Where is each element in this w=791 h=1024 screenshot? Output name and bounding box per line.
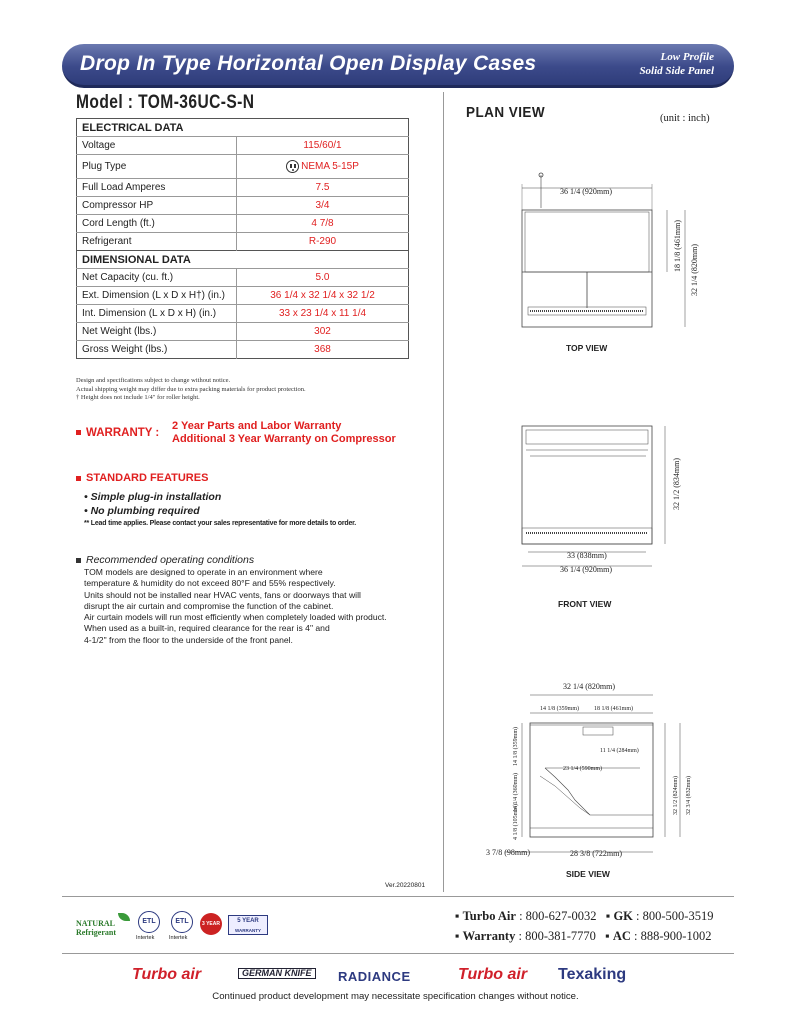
spec-value: 33 x 23 1/4 x 11 1/4	[237, 305, 409, 323]
recommended-title-text: Recommended operating conditions	[86, 554, 255, 566]
warranty-line: 2 Year Parts and Labor Warranty	[172, 420, 342, 432]
text-line: 4-1/2" from the floor to the underside of the front panel.	[84, 634, 293, 645]
dim-side-a: 14 1/8 (359mm)	[540, 706, 579, 712]
natural-refrigerant-logo	[76, 919, 131, 937]
intertek-label-2: Intertek	[169, 935, 188, 941]
top-view-label: TOP VIEW	[566, 343, 608, 353]
note-line: Design and specifications subject to change without notice.	[76, 377, 231, 384]
spec-value: 4 7/8	[237, 215, 409, 233]
dim-side-h1: 32 1/2 (824mm)	[673, 776, 679, 815]
text-line: Units should not be installed near HVAC vents, fans or doorways that will	[84, 589, 361, 600]
text-line: Air curtain models will run most efficiently when completely loaded with product.	[84, 612, 387, 623]
dim-top-depth-inner: 18 1/8 (461mm)	[673, 220, 682, 272]
spec-value: 302	[237, 323, 409, 341]
five-year-badge	[228, 915, 268, 935]
phone-turbo-air: : 800-627-0032	[519, 909, 597, 923]
text-line: When used as a built-in, required clearance for the rear is 4" and	[84, 623, 330, 634]
side-view-label: SIDE VIEW	[566, 869, 610, 879]
plug-type-value: NEMA 5-15P	[301, 161, 359, 173]
natural-text: NATURAL	[76, 919, 115, 928]
spec-value: 3/4	[237, 197, 409, 215]
text-line: TOM models are designed to operate in an environment where	[84, 567, 323, 577]
top-view-drawing	[522, 173, 685, 327]
spec-label: Full Load Amperes	[77, 179, 237, 197]
brand-turbo-air-logo-2: Turbo air	[458, 966, 528, 983]
spec-value: R-290	[237, 233, 409, 251]
text-line: temperature & humidity do not exceed 80°F and 55% respectively.	[84, 578, 336, 589]
five-year-text: 5 YEAR	[237, 918, 259, 924]
dim-side-f: 14 1/4 (360mm)	[513, 773, 519, 812]
banner-sub-1: Low Profile	[660, 51, 714, 63]
dim-side-c: 11 1/4 (284mm)	[600, 748, 639, 754]
spec-label: Compressor HP	[77, 197, 237, 215]
side-view-drawing	[505, 695, 680, 852]
dim-side-h2: 32 3/4 (832mm)	[686, 776, 692, 815]
dim-side-e: 14 1/8 (359mm)	[513, 727, 519, 766]
electrical-header: ELECTRICAL DATA	[77, 119, 409, 137]
front-view-drawing	[522, 426, 665, 566]
warranty-line: Additional 3 Year Warranty on Compressor	[172, 433, 396, 445]
plan-view-title: PLAN VIEW	[466, 104, 546, 121]
dim-top-depth: 32 1/4 (820mm)	[690, 244, 699, 296]
list-item: • No plumbing required	[84, 505, 200, 517]
banner-sub-2: Solid Side Panel	[639, 65, 714, 77]
contact-row: ▪ Turbo Air : 800-627-0032 ▪ GK : 800-500-3519	[455, 909, 714, 923]
page-title: Drop In Type Horizontal Open Display Cases	[80, 52, 537, 75]
brand-turbo-air-logo: Turbo air	[132, 966, 202, 983]
unit-label: (unit : inch)	[660, 113, 710, 124]
warranty-label-text: WARRANTY :	[86, 427, 160, 439]
dim-side-b: 18 1/8 (461mm)	[594, 706, 633, 712]
spec-label: Voltage	[77, 137, 237, 155]
warranty-badge-sub: WARRANTY	[235, 928, 261, 933]
front-view-label: FRONT VIEW	[558, 599, 612, 609]
intertek-label-1: Intertek	[136, 935, 155, 941]
spec-label: Ext. Dimension (L x D x H†) (in.)	[77, 287, 237, 305]
disclaimer: Continued product development may necessitate specification changes without notice.	[212, 991, 579, 1002]
text-line: disrupt the air curtain and compromise the function of the cabinet.	[84, 600, 334, 611]
contact-label: AC	[612, 929, 631, 943]
spec-label: Gross Weight (lbs.)	[77, 341, 237, 359]
refrigerant-text: Refrigerant	[76, 928, 116, 937]
note-line: † Height does not include 1/4" for roller height.	[76, 394, 200, 401]
spec-value: 115/60/1	[237, 137, 409, 155]
spec-label: Net Capacity (cu. ft.)	[77, 269, 237, 287]
spec-label: Plug Type	[77, 155, 237, 179]
contact-info	[455, 906, 713, 946]
contact-label: Warranty	[462, 929, 516, 943]
phone-warranty: : 800-381-7770	[518, 929, 596, 943]
spec-label: Refrigerant	[77, 233, 237, 251]
dim-side-g: 4 1/8 (105mm)	[513, 804, 519, 840]
list-item: • Simple plug-in installation	[84, 491, 222, 503]
dim-front-inner-width: 33 (838mm)	[567, 551, 607, 560]
etl-logo-2: ETL	[171, 911, 193, 933]
dim-side-i: 3 7/8 (98mm)	[486, 848, 530, 857]
brand-texaking-logo: Texaking	[558, 966, 627, 983]
dim-side-d: 23 1/4 (590mm)	[563, 766, 602, 772]
dim-side-j: 28 3/8 (722mm)	[570, 849, 622, 858]
contact-label: Turbo Air	[462, 909, 516, 923]
dimensional-header: DIMENSIONAL DATA	[77, 251, 409, 269]
spec-value: 7.5	[237, 179, 409, 197]
spec-value: 36 1/4 x 32 1/4 x 32 1/2	[237, 287, 409, 305]
three-year-badge: 3 YEAR	[200, 913, 222, 935]
lead-time-note: ** Lead time applies. Please contact your sales representative for more details to order.	[84, 520, 357, 527]
phone-ac: : 888-900-1002	[634, 929, 712, 943]
dim-side-depth: 32 1/4 (820mm)	[563, 682, 615, 691]
standard-features-title-text: STANDARD FEATURES	[86, 472, 209, 484]
brand-logos	[132, 966, 662, 988]
contact-label: GK	[613, 909, 633, 923]
spec-value: 5.0	[237, 269, 409, 287]
dim-front-height: 32 1/2 (834mm)	[672, 458, 681, 510]
spec-value: 368	[237, 341, 409, 359]
etl-logo-1: ETL	[138, 911, 160, 933]
brand-german-knife-logo: GERMAN KNIFE	[238, 968, 316, 979]
version-label: Ver.20220801	[385, 882, 426, 889]
contact-row: ▪ Warranty : 800-381-7770 ▪ AC : 888-900-1002	[455, 929, 712, 943]
model-heading: Model : TOM-36UC-S-N	[76, 92, 255, 113]
spec-label: Net Weight (lbs.)	[77, 323, 237, 341]
note-line: Actual shipping weight may differ due to extra packing materials for product protection.	[76, 385, 306, 393]
dim-top-width: 36 1/4 (920mm)	[560, 187, 612, 196]
dim-front-width: 36 1/4 (920mm)	[560, 565, 612, 574]
spec-label: Cord Length (ft.)	[77, 215, 237, 233]
brand-radiance-logo: RADIANCE	[338, 969, 411, 984]
spec-label: Int. Dimension (L x D x H) (in.)	[77, 305, 237, 323]
phone-gk: : 800-500-3519	[636, 909, 714, 923]
